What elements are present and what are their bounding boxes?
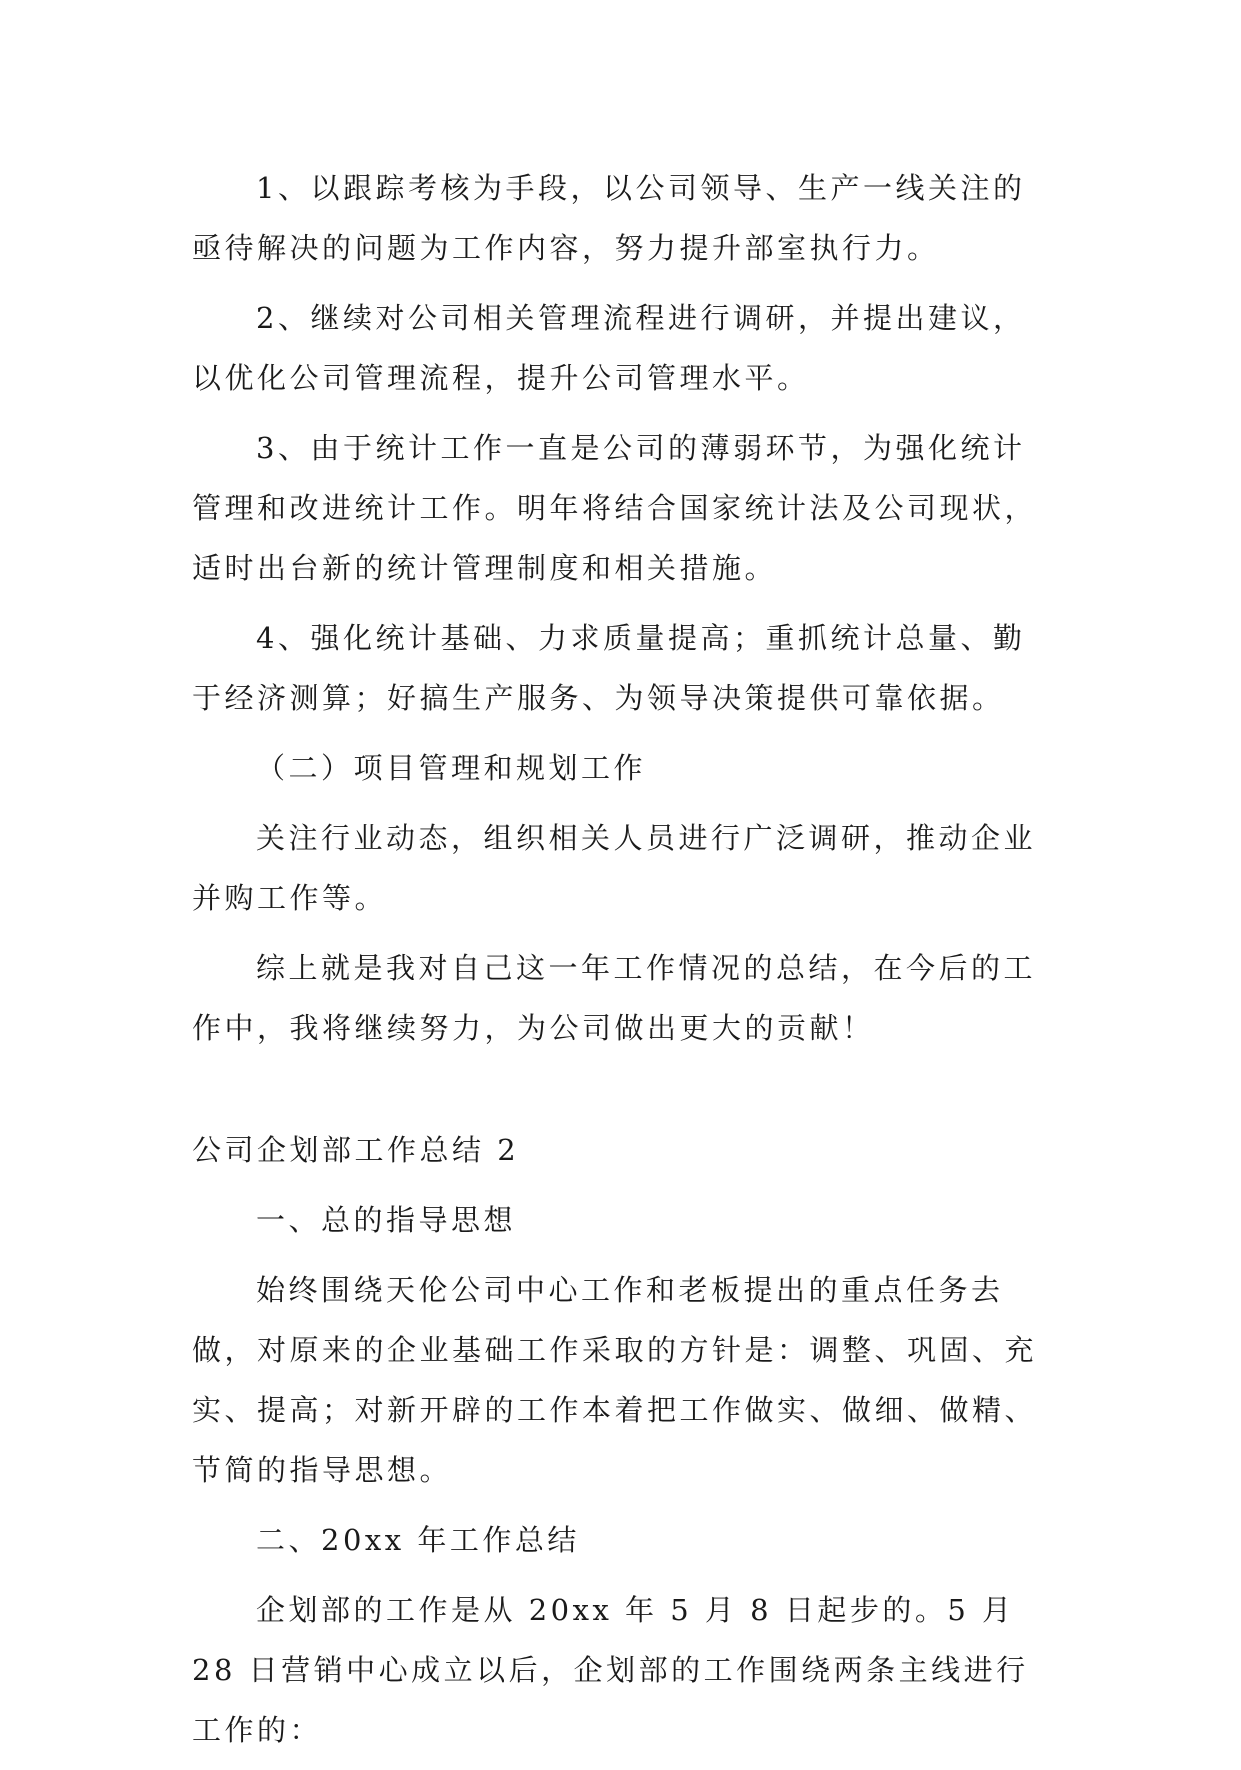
paragraph-item-3: 3、由于统计工作一直是公司的薄弱环节，为强化统计管理和改进统计工作。明年将结合国家统计法及公司现状，适时出台新的统计管理制度和相关措施。 <box>192 431 1038 585</box>
heading-guiding-thought: 一、总的指导思想 <box>256 1203 517 1237</box>
document-body <box>192 158 1052 1770</box>
paragraph-conclusion: 综上就是我对自己这一年工作情况的总结，在今后的工作中，我将继续努力，为公司做出更大的贡献！ <box>192 951 1037 1045</box>
paragraph-annual-summary: 企划部的工作是从 20xx 年 5 月 8 日起步的。5 月 28 日营销中心成立以后，企划部的工作围绕两条主线进行工作的： <box>192 1593 1029 1747</box>
paragraph-item-2: 2、继续对公司相关管理流程进行调研，并提出建议，以优化公司管理流程，提升公司管理水平。 <box>192 301 1026 395</box>
heading-annual-summary: 二、20xx 年工作总结 <box>256 1523 580 1557</box>
paragraph-item-1: 1、以跟踪考核为手段，以公司领导、生产一线关注的亟待解决的问题为工作内容，努力提升部室执行力。 <box>192 171 1026 265</box>
section-title: 公司企划部工作总结 2 <box>192 1133 520 1167</box>
subheading-project-management: （二）项目管理和规划工作 <box>256 751 647 785</box>
paragraph-item-4: 4、强化统计基础、力求质量提高；重抓统计总量、勤于经济测算；好搞生产服务、为领导决策提供可靠依据。 <box>192 621 1026 715</box>
paragraph-industry: 关注行业动态，组织相关人员进行广泛调研，推动企业并购工作等。 <box>192 821 1037 915</box>
paragraph-guiding-thought: 始终围绕天伦公司中心工作和老板提出的重点任务去做，对原来的企业基础工作采取的方针是：调整、巩固、充实、提高；对新开辟的工作本着把工作做实、做细、做精、节简的指导思想。 <box>192 1273 1038 1487</box>
